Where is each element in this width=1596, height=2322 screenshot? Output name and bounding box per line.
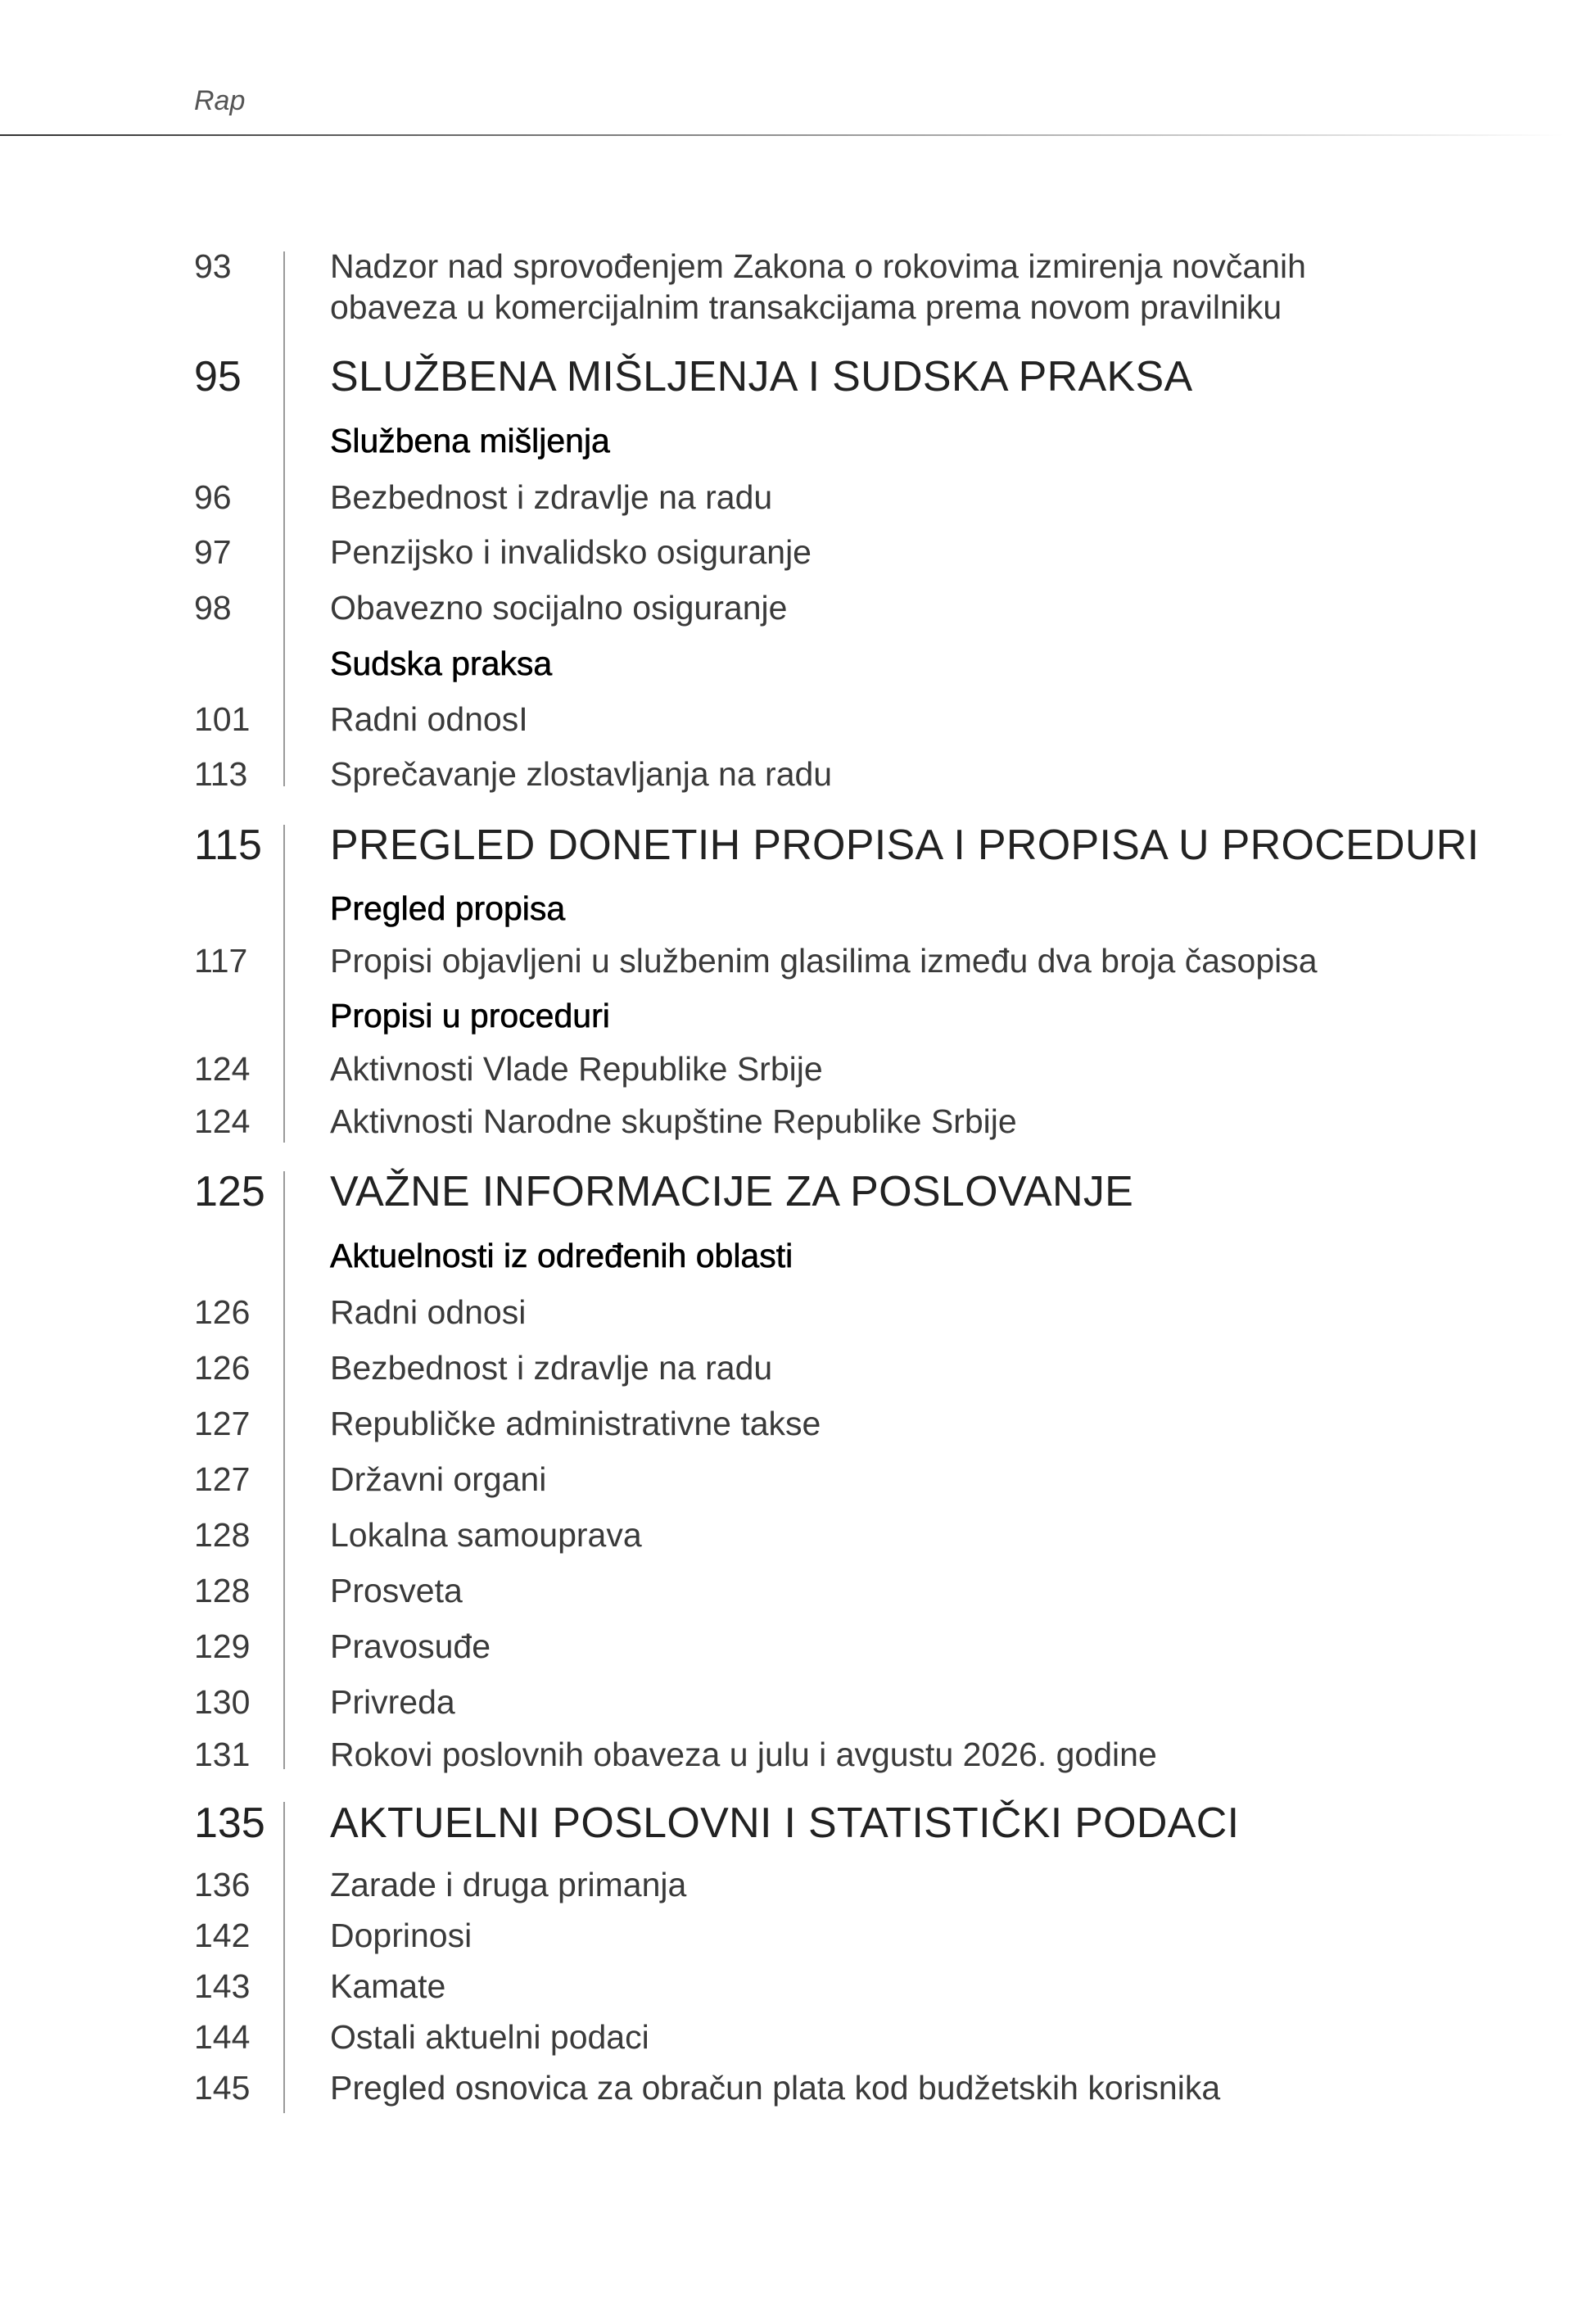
entry-title: Propisi objavljeni u službenim glasilima između dva broja časopisa [330,942,1318,980]
section-page-number: 135 [194,1799,265,1847]
page-number: 128 [194,1572,251,1609]
page-number: 97 [194,533,232,571]
subsection-title: Sudska praksa [330,645,553,682]
entry-title: Bezbednost i zdravlje na radu [330,1349,773,1387]
entry-title: Aktivnosti Vlade Republike Srbije [330,1050,823,1088]
entry-title: Privreda [330,1683,455,1721]
subsection-title: Aktuelnosti iz određenih oblasti [330,1237,793,1274]
column-divider [283,1802,285,2113]
page-number: 98 [194,589,232,627]
page-number: 124 [194,1050,251,1088]
page-number: 145 [194,2069,251,2107]
entry-title-line: obaveza u komercijalnim transakcijama prema novom pravilniku [330,288,1282,326]
entry-title: Zarade i druga primanja [330,1866,687,1903]
section-title: AKTUELNI POSLOVNI I STATISTIČKI PODACI [330,1799,1240,1847]
entry-title: Pravosuđe [330,1627,491,1665]
entry-title: Pregled osnovica za obračun plata kod budžetskih korisnika [330,2069,1221,2107]
entry-title: Prosveta [330,1572,463,1609]
entry-title-line: Nadzor nad sprovođenjem Zakona o rokovima izmirenja novčanih [330,247,1306,285]
running-head: Rap [194,85,246,116]
section-title: VAŽNE INFORMACIJE ZA POSLOVANJE [330,1168,1134,1215]
page-number: 126 [194,1349,251,1387]
entry-title: Sprečavanje zlostavljanja na radu [330,755,833,793]
subsection-title: Propisi u proceduri [330,997,610,1034]
page-number: 143 [194,1967,251,2005]
page-number: 93 [194,247,232,285]
section-page-number: 95 [194,353,242,401]
page-number: 124 [194,1102,251,1140]
entry-title: Bezbednost i zdravlje na radu [330,478,773,516]
subsection-title: Pregled propisa [330,889,566,927]
entry-title: Radni odnosI [330,700,528,738]
entry-title: Državni organi [330,1460,547,1498]
page-number: 129 [194,1627,251,1665]
section-title: PREGLED DONETIH PROPISA I PROPISA U PROCEDURI [330,822,1480,869]
section-page-number: 115 [194,822,262,869]
entry-title: Penzijsko i invalidsko osiguranje [330,533,812,571]
page-number: 144 [194,2018,251,2056]
entry-title: Obavezno socijalno osiguranje [330,589,788,627]
page-number: 127 [194,1460,251,1498]
column-divider [283,1171,285,1769]
column-divider [283,251,285,786]
entry-title: Radni odnosi [330,1293,527,1331]
section-title: SLUŽBENA MIŠLJENJA I SUDSKA PRAKSA [330,353,1193,401]
entry-title: Lokalna samouprava [330,1516,642,1554]
header-rule [0,134,1564,136]
entry-title: Republičke administrativne takse [330,1405,821,1442]
entry-title: Doprinosi [330,1917,472,1954]
section-page-number: 125 [194,1168,265,1215]
entry-title: Ostali aktuelni podaci [330,2018,649,2056]
entry-title: Rokovi poslovnih obaveza u julu i avgustu 2026. godine [330,1736,1157,1773]
page-number: 130 [194,1683,251,1721]
column-divider [283,825,285,1143]
page-number: 96 [194,478,232,516]
page-number: 136 [194,1866,251,1903]
page-number: 142 [194,1917,251,1954]
page-number: 101 [194,700,251,738]
page-number: 128 [194,1516,251,1554]
subsection-title: Službena mišljenja [330,422,610,459]
page-number: 127 [194,1405,251,1442]
page-number: 126 [194,1293,251,1331]
entry-title: Aktivnosti Narodne skupštine Republike Srbije [330,1102,1017,1140]
page-number: 131 [194,1736,251,1773]
entry-title: Kamate [330,1967,446,2005]
page-number: 113 [194,755,248,793]
page-number: 117 [194,942,248,980]
